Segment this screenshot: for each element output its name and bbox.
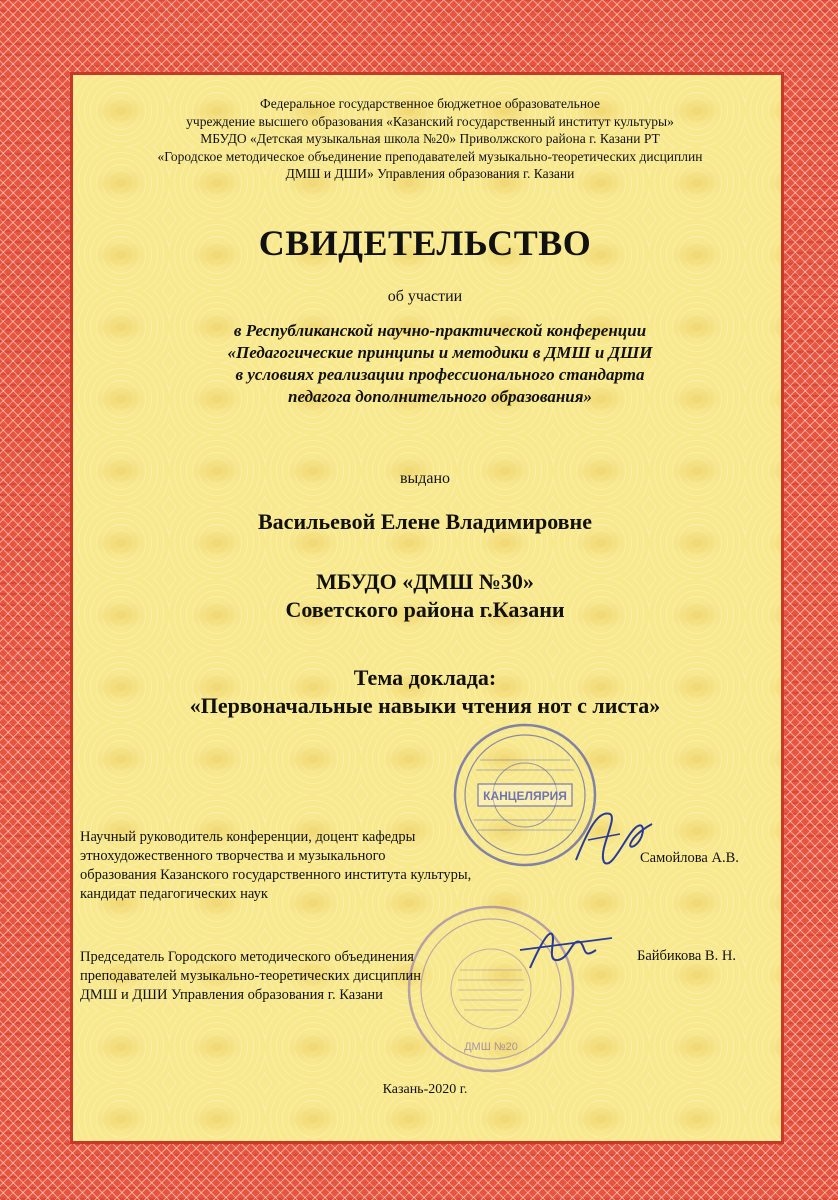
conference-line: педагога дополнительного образования» [288, 387, 592, 406]
conference-line: «Педагогические принципы и методики в ДМШ и ДШИ [227, 343, 653, 362]
school-line: МБУДО «ДМШ №30» [316, 569, 534, 594]
signatory-title-line: Научный руководитель конференции, доцент кафедры [80, 829, 416, 845]
signatory-1-name: Самойлова А.В. [640, 850, 739, 866]
issuer-header [80, 95, 780, 183]
signatory-title-line: ДМШ и ДШИ Управления образования г. Казани [80, 987, 383, 1003]
signatory-title-line: кандидат педагогических наук [80, 886, 268, 902]
stamp-bottom-text: ДМШ №20 [464, 1041, 518, 1053]
signatory-title-line: образования Казанского государственного института культуры, [80, 867, 472, 883]
signatory-2-title [80, 948, 421, 1005]
header-line: ДМШ и ДШИ» Управления образования г. Казани [285, 166, 575, 181]
stamp-top-text: КАНЦЕЛЯРИЯ [483, 789, 567, 803]
conference-name [110, 320, 770, 408]
signatory-1-title [80, 828, 471, 904]
header-line: учреждение высшего образования «Казанский государственный институт культуры» [186, 113, 674, 129]
place-and-year: Казань-2020 г. [382, 1082, 468, 1097]
signature-1-icon [568, 800, 658, 880]
header-line: «Городское методическое объединение преподавателей музыкально-теоретических дисциплин [157, 148, 703, 164]
signatory-title-line: этнохудожественного творчества и музыкального [80, 848, 386, 864]
signatory-title-line: преподавателей музыкально-теоретических дисциплин [80, 968, 421, 984]
header-line: МБУДО «Детская музыкальная школа №20» Приволжского района г. Казани РТ [200, 131, 660, 146]
signatory-2-name: Байбикова В. Н. [637, 948, 736, 964]
recipient-name: Васильевой Елене Владимировне [258, 509, 592, 534]
issued-label: выдано [399, 470, 451, 487]
header-line: Федеральное государственное бюджетное образовательное [260, 96, 600, 111]
school-line: Советского района г.Казани [285, 597, 565, 622]
recipient-school [80, 568, 770, 624]
conference-line: в условиях реализации профессионального стандарта [235, 365, 645, 384]
report-topic [80, 664, 770, 720]
signatory-title-line: Председатель Городского методического объединения [80, 949, 414, 965]
topic-value: «Первоначальные навыки чтения нот с листа» [189, 693, 661, 718]
conference-line: в Республиканской научно-практической конференции [233, 321, 647, 340]
signature-2-icon [500, 920, 620, 980]
certificate-title: СВИДЕТЕЛЬСТВО [258, 223, 592, 263]
topic-label: Тема доклада: [353, 665, 497, 690]
certificate-subtitle: об участии [387, 288, 463, 305]
